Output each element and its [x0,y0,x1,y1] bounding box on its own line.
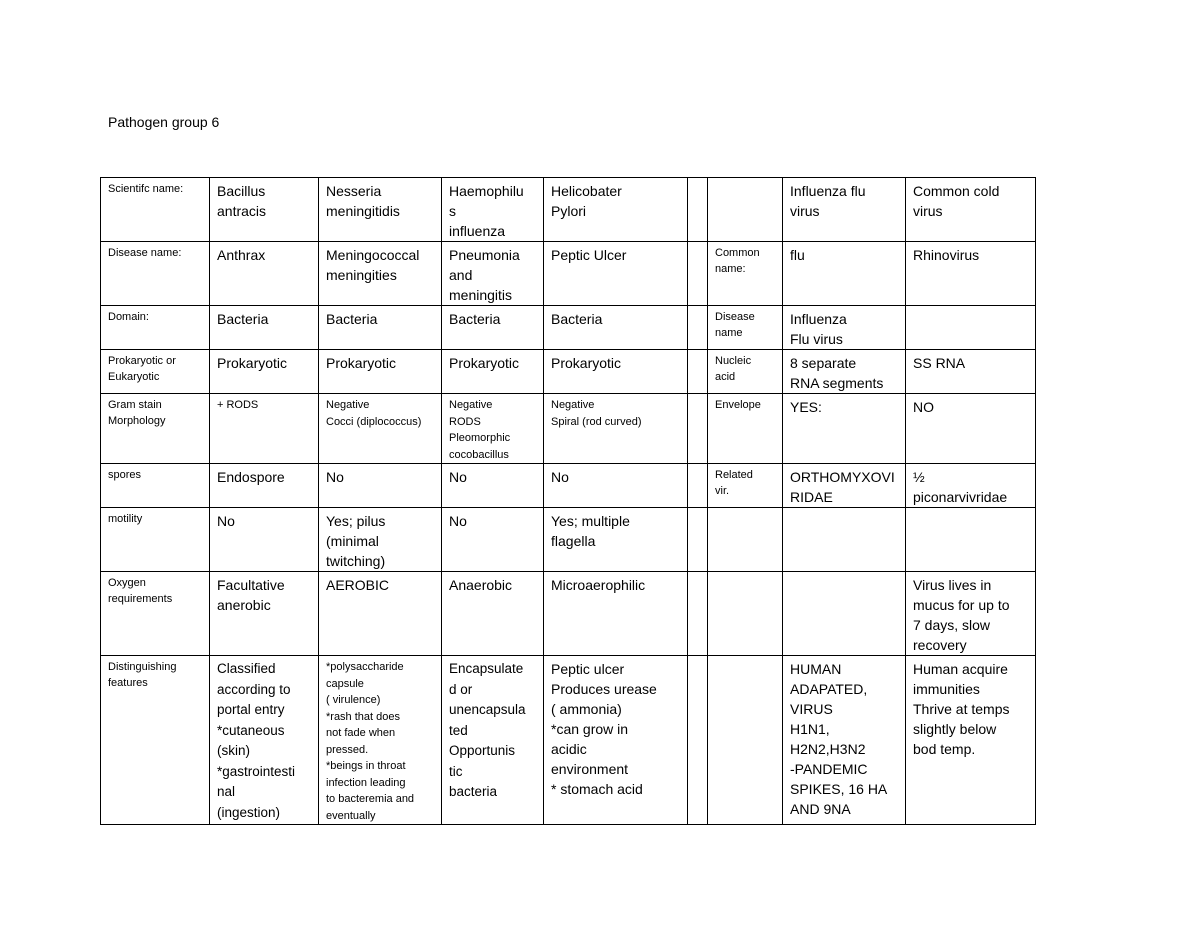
table-cell [906,178,1036,242]
table-cell [783,306,906,350]
cell-text: Common cold virus [913,183,1000,219]
table-cell [442,572,544,656]
cell-text: Bacteria [551,311,603,327]
cell-text: Negative RODS Pleomorphic cocobacillus [449,399,511,461]
table-cell [319,572,442,656]
table-cell [319,306,442,350]
table-cell [783,508,906,572]
cell-text: Influenza Flu virus [790,311,847,347]
table-cell [210,572,319,656]
cell-text: Envelope [715,399,761,411]
table-cell [906,394,1036,464]
cell-text: Anaerobic [449,577,513,593]
row-label: Distinguishing features [108,661,177,689]
row-label-cell [101,350,210,394]
cell-text: No [326,469,344,485]
table-cell [688,350,708,394]
cell-text: Bacteria [326,311,378,327]
table-row [101,656,1036,825]
table-cell [210,242,319,306]
cell-text: Negative Spiral (rod curved) [551,399,642,428]
cell-text: Yes; multiple flagella [551,513,630,549]
table-cell [708,178,783,242]
table-cell [783,178,906,242]
cell-text: Yes; pilus (minimal twitching) [326,513,386,569]
cell-text: Prokaryotic [449,355,520,371]
table-cell [688,178,708,242]
table-cell [783,242,906,306]
table-cell [442,242,544,306]
table-cell [210,178,319,242]
table-cell [544,464,688,508]
table-cell [708,572,783,656]
row-label-cell [101,306,210,350]
row-label: Gram stain Morphology [108,399,166,427]
table-cell [708,394,783,464]
table-cell [544,656,688,825]
cell-text: Prokaryotic [551,355,622,371]
table-cell [906,656,1036,825]
table-cell [688,656,708,825]
table-cell [544,572,688,656]
table-cell [442,508,544,572]
cell-text: *polysaccharide capsule ( virulence) *rash that does not fade when pressed. *beings in throat infection leading to bacteremia and eventually [326,661,415,822]
cell-text: Negative Cocci (diplococcus) [326,399,422,428]
table-cell [783,572,906,656]
table-cell [442,464,544,508]
table-cell [210,464,319,508]
table-cell [319,394,442,464]
cell-text: Anthrax [217,247,266,263]
table-row [101,242,1036,306]
cell-text: Bacteria [217,311,269,327]
cell-text: Influenza flu virus [790,183,866,219]
table-cell [906,350,1036,394]
table-row [101,350,1036,394]
table-cell [688,306,708,350]
cell-text: Disease name [715,311,755,339]
table-cell [210,350,319,394]
table-cell [319,464,442,508]
cell-text: ½ piconarvivridae [913,469,1008,505]
cell-text: Peptic Ulcer [551,247,627,263]
cell-text: Rhinovirus [913,247,980,263]
table-cell [708,508,783,572]
table-cell [210,508,319,572]
table-cell [442,306,544,350]
cell-text: HUMAN ADAPATED, VIRUS H1N1, H2N2,H3N2 -PANDEMIC SPIKES, 16 HA AND 9NA [790,661,888,817]
cell-text: Bacteria [449,311,501,327]
table-cell [544,508,688,572]
row-label-cell [101,178,210,242]
table-cell [783,656,906,825]
cell-text: Haemophilu s influenza [449,183,524,239]
cell-text: flu [790,247,805,263]
table-row [101,394,1036,464]
cell-text: Peptic ulcer Produces urease ( ammonia) *can grow in acidic environment * stomach acid [551,661,657,797]
row-label-cell [101,394,210,464]
table-cell [708,656,783,825]
table-row [101,572,1036,656]
cell-text: Prokaryotic [326,355,397,371]
table-cell [544,350,688,394]
table-row [101,306,1036,350]
cell-text: YES: [790,399,822,415]
table-cell [688,394,708,464]
table-cell [688,242,708,306]
table-cell [210,306,319,350]
cell-text: Helicobater Pylori [551,183,622,219]
cell-text: + RODS [217,399,259,411]
cell-text: Nucleic acid [715,355,752,383]
table-cell [688,464,708,508]
table-cell [688,508,708,572]
table-cell [319,656,442,825]
table-cell [906,464,1036,508]
cell-text: Microaerophilic [551,577,646,593]
cell-text: Nesseria meningitidis [326,183,400,219]
row-label-cell [101,464,210,508]
row-label: Scientifc name: [108,183,184,195]
document-title: Pathogen group 6 [108,114,220,130]
table-cell [906,508,1036,572]
cell-text: Classified according to portal entry *cutaneous (skin) *gastrointesti nal (ingestion) [217,661,296,820]
table-cell [708,350,783,394]
cell-text: Prokaryotic [217,355,288,371]
cell-text: No [449,513,467,529]
row-label: spores [108,469,142,481]
table-cell [708,306,783,350]
table-cell [210,394,319,464]
row-label: motility [108,513,143,525]
table-cell [783,350,906,394]
cell-text: No [217,513,235,529]
row-label: Domain: [108,311,149,323]
cell-text: Bacillus antracis [217,183,267,219]
cell-text: No [449,469,467,485]
table-cell [906,572,1036,656]
cell-text: ORTHOMYXOVI RIDAE [790,469,895,505]
table-cell [544,394,688,464]
table-cell [708,464,783,508]
table-cell [544,306,688,350]
row-label-cell [101,508,210,572]
table-row [101,464,1036,508]
cell-text: Endospore [217,469,285,485]
table-cell [906,306,1036,350]
cell-text: Meningococcal meningities [326,247,420,283]
row-label: Prokaryotic or Eukaryotic [108,355,176,383]
cell-text: Common name: [715,247,760,275]
table-cell [210,656,319,825]
table-row [101,178,1036,242]
table-cell [783,394,906,464]
table-cell [442,350,544,394]
cell-text: Human acquire immunities Thrive at temps slightly below bod temp. [913,661,1010,757]
table-cell [442,394,544,464]
cell-text: 8 separate RNA segments [790,355,884,391]
table-cell [688,572,708,656]
cell-text: Encapsulate d or unencapsula ted Opportunis tic bacteria [449,661,526,799]
cell-text: NO [913,399,934,415]
table-cell [708,242,783,306]
table-cell [442,656,544,825]
table-cell [783,464,906,508]
table-cell [544,242,688,306]
row-label: Disease name: [108,247,182,259]
row-label-cell [101,656,210,825]
table-cell [319,178,442,242]
cell-text: Facultative anerobic [217,577,285,613]
cell-text: Pneumonia and meningitis [449,247,520,303]
table-cell [319,508,442,572]
cell-text: Related vir. [715,469,753,497]
pathogen-table [100,177,1036,825]
table-cell [442,178,544,242]
cell-text: SS RNA [913,355,966,371]
cell-text: No [551,469,569,485]
cell-text: Virus lives in mucus for up to 7 days, slow recovery [913,577,1010,653]
row-label-cell [101,242,210,306]
table-row [101,508,1036,572]
table-cell [319,242,442,306]
row-label: Oxygen requirements [108,577,173,605]
cell-text: AEROBIC [326,577,390,593]
table-cell [319,350,442,394]
table-cell [544,178,688,242]
row-label-cell [101,572,210,656]
table-cell [906,242,1036,306]
